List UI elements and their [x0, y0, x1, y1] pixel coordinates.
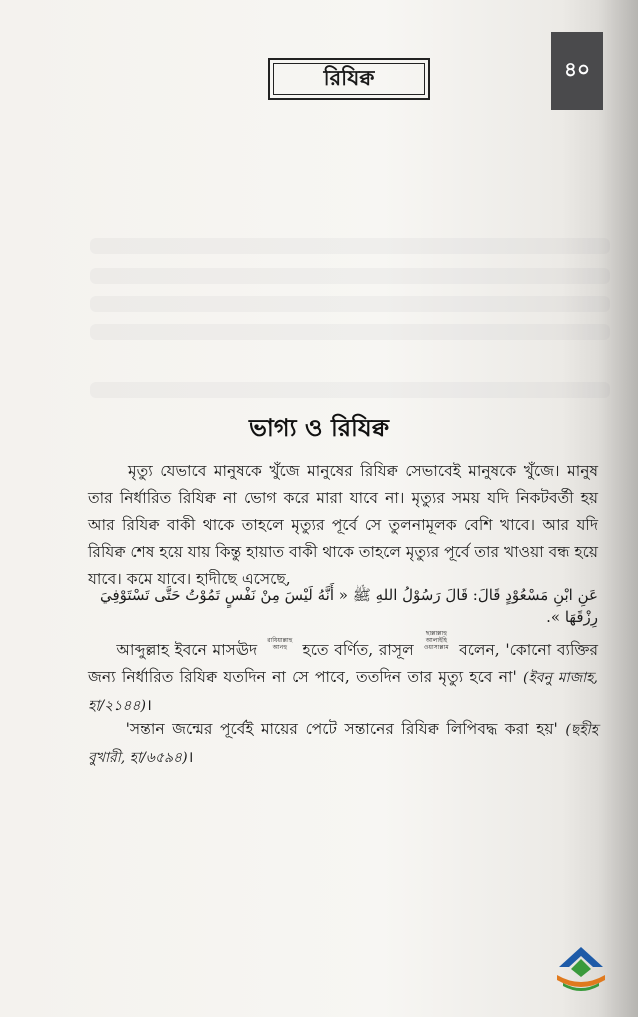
paragraph-3-end: ।: [187, 748, 194, 766]
section-title: ভাগ্য ও রিযিক্ব: [249, 413, 389, 442]
paragraph-2-text-c: বলেন, 'কোনো ব্যক্তির জন্য নির্ধারিত রিযিক্ব যতদিন না সে পাবে, ততদিন তার মৃত্যু হবে না': [88, 641, 599, 687]
citation-bukhari: (ছহীহ বুখারী, হা/৬৫৯৪): [88, 722, 598, 766]
bleed-through: [90, 296, 610, 312]
paragraph-2: [88, 630, 598, 720]
bleed-through: [90, 238, 610, 254]
publisher-logo-icon: [553, 945, 609, 995]
chapter-title-box: [268, 58, 430, 100]
paragraph-2-text-b: হতে বর্ণিত, রাসূল: [302, 641, 414, 660]
citation-ibn-majah: (ইবনু মাজাহ, হা/২১৪৪): [88, 670, 598, 715]
bleed-through: [90, 324, 610, 340]
chapter-title: রিযিক্ব: [273, 63, 425, 95]
honorific-prophet: ছাল্লাল্লাহু আলাইহি ওয়াসাল্লাম: [424, 630, 449, 651]
page-number: ৪০: [551, 32, 603, 110]
paragraph-3-text: 'সন্তান জন্মের পূর্বেই মায়ের পেটে সন্তানের রিযিক্ব লিপিবদ্ধ করা হয়': [125, 720, 558, 738]
paragraph-1: মৃত্যু যেভাবে মানুষকে খুঁজে মানুষের রিযিক্ব সেভাবেই মানুষকে খুঁজে। মানুষ তার নির্ধারিত রিযিক্ব না ভোগ করে মারা যাবে না। মৃত্যুর সময় যদি নিকটবর্তী হয় আর রিযিক্ব বাকী থাকে তাহলে মৃত্যুর পূর্বে সে তুলনামূলক বেশি খাবে। আর যদি রিযিক্ব শেষ হয়ে যায় কিন্তু হায়াত বাকী থাকে তাহলে মৃত্যুর পূর্বে তার খাওয়া বন্ধ হয়ে যাবে। কমে যাবে। হাদীছে এসেছে,: [88, 462, 598, 588]
bleed-through: [90, 268, 610, 284]
bleed-through: [90, 382, 610, 398]
paragraph-3: [88, 716, 598, 772]
page-edge-shadow: [598, 0, 638, 1017]
honorific-companion: রাযিয়াল্লাহু আনহু: [267, 637, 293, 651]
arabic-hadith: عَنِ ابْنِ مَسْعُوْدٍ قَالَ: قَالَ رَسُوْلُ اللهِ ﷺ « أَنَّهُ لَيْسَ مِنْ نَفْسٍ تَمُوْتُ حَتَّى تَسْتَوْفِيَ رِزْقَهَا ».: [99, 586, 598, 626]
paragraph-2-end: ।: [145, 696, 152, 715]
narrator-name: আব্দুল্লাহ ইবনে মাসঊদ: [116, 641, 258, 660]
